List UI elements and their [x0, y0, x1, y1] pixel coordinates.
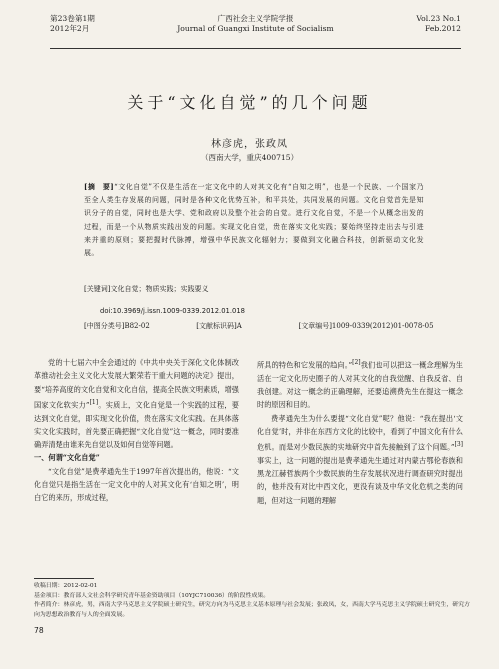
header-rule: [50, 48, 461, 49]
footnote-rule: [34, 578, 94, 579]
body-paragraph: 党的十七届六中全会通过的《中共中央关于深化文化体制改革推动社会主义文化大发展大繁荣若干重大问题的决定》提出，要“培养高度的文化自觉和文化自信，提高全民族文明素质，增强国家文化软实力”[1]。实质上，文化自觉是一个实践的过程，要达到文化自觉，即实现文化价值，贵在落实文化实践。在具体落实文化实践时，首先要正确把握“文化自觉”这一概念，同时要准确弄清楚由谁来先自觉以及如何自觉等问题。: [34, 358, 239, 450]
body-paragraph: “文化自觉”是费孝通先生于1997年首次提出的，他说：“文化自觉只是指生活在一定文化中的人对其文化有‘自知之明’，明白它的来历，形成过程，: [34, 466, 239, 503]
document-code: [文献标识码]A: [196, 322, 242, 330]
body-column-left: [34, 356, 239, 505]
date-en: Feb.2012: [425, 24, 461, 33]
author-affiliation: （西南大学，重庆400715）: [200, 153, 299, 162]
abstract: [84, 180, 424, 260]
body-paragraph: 所具的特色和它发展的趋向。”[2]我们也可以把这一概念理解为生活在一定文化历史圈子的人对其文化的自我觉醒、自我反省、自我创建。对这一概念的正确理解，还要追溯费先生在提这一概念时的原因和目的。: [257, 359, 463, 410]
citation-ref: [1]: [89, 398, 99, 406]
volume-cn: 第23卷第1期: [50, 14, 95, 23]
article-title: 关于“文化自觉”的几个问题: [127, 93, 372, 112]
article-number: [文章编号]1009-0339(2012)01-0078-05: [298, 322, 434, 330]
citation-ref: [3]: [454, 441, 463, 449]
header-center: [50, 14, 461, 34]
journal-name-en: Journal of Guangxi Institute of Socialism: [177, 24, 334, 33]
volume-en: Vol.23 No.1: [416, 14, 461, 23]
body-paragraph: 费孝通先生为什么要提“文化自觉”呢？他说：“我在提出‘文化自觉’时，并非在东西方文化的比较中，看到了中国文化有什么危机。而是对少数民族的实地研究中首先接触到了这个问题。”[3]事实上，这一问题的提出是费孝通先生通过对内蒙古鄂伦春族和黑龙江赫哲族两个少数民族的生存发展状况进行调查研究时提出的，他并没有对比中西文化，更没有谈及中华文化危机之类的问题，但对这一问题的理解: [257, 413, 463, 505]
author-bio: 作者简介：林彦虎，男，西南大学马克思主义学院硕士研究生，研究方向为马克思主义基本原理与社会发展；张政凤，女，西南大学马克思主义学院硕士研究生，研究方向为思想政治教育与人的全面发展。: [34, 602, 470, 618]
keywords-text: 文化自觉；物质实践；实践要义: [110, 285, 209, 293]
keywords: [84, 283, 424, 295]
classification-line: [84, 321, 434, 331]
fund-note: 基金项目：教育部人文社会科学研究青年基金资助项目（10YJC710036）的阶段性成果。: [34, 592, 270, 599]
running-header: [50, 14, 461, 46]
journal-name-cn: 广西社会主义学院学报: [217, 14, 294, 23]
date-cn: 2012年2月: [50, 24, 90, 33]
article-authors: 林彦虎，张政凤: [211, 139, 288, 150]
body-column-right: [257, 356, 463, 507]
citation-ref: [2]: [352, 359, 361, 366]
doi: doi:10.3969/j.issn.1009-0339.2012.01.018: [100, 307, 245, 315]
header-right: [416, 14, 461, 34]
section-heading: 一、何谓“文化自觉”: [34, 453, 100, 463]
footnotes: [34, 582, 474, 620]
clc-number: [中图分类号]B82-02: [84, 322, 150, 330]
received-date: 收稿日期：2012-02-01: [34, 583, 98, 589]
keywords-label: [关键词]: [84, 285, 111, 293]
page-number: 78: [34, 626, 44, 635]
abstract-label: [摘 要]: [84, 182, 115, 191]
abstract-text: “文化自觉”不仅是生活在一定文化中的人对其文化有“自知之明”，也是一个民族、一个国家乃至全人类生存发展的问题，同时是各种文化优势互补，和平共处，共同发展的问题。文化自觉首先是知识分子的自觉，同时也是大学、党和政府以及整个社会的自觉。进行文化自觉，不是一个从概念出发的过程，而是一个从物质实践出发的问题。实现文化自觉，贵在落实文化实践；要始终坚持走出去与引进来并重的原则；要把握时代脉搏，增强中华民族文化辐射力；要做到文化融合科技，创新驱动文化发展。: [84, 183, 425, 258]
